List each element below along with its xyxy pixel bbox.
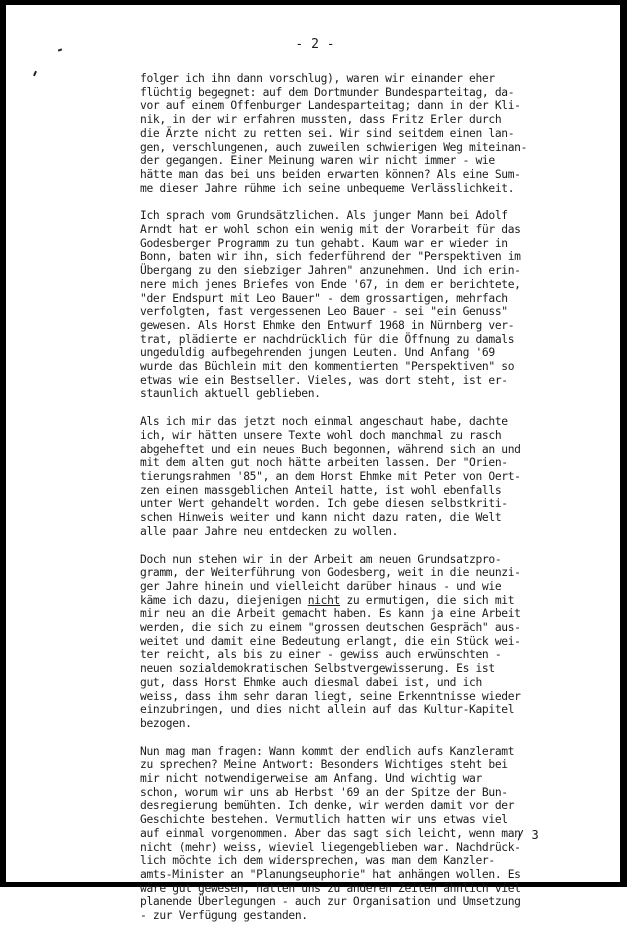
body-text xyxy=(140,72,580,937)
paragraph-3 xyxy=(140,415,580,538)
text-line: ter reicht, als bis zu einer - gewiss auch erwünschten - xyxy=(140,648,502,662)
text-line: Arndt hat er wohl schon ein wenig mit der Vorarbeit für das xyxy=(140,223,521,237)
text-line: tierungsrahmen '85", an dem Horst Ehmke mit Peter von Oert- xyxy=(140,469,521,483)
scan-border-right xyxy=(620,0,627,887)
text-line: Geschichte bestehen. Vermutlich hatten wir uns etwas viel xyxy=(140,813,508,827)
paragraph-4 xyxy=(140,553,580,731)
text-line: zen einen massgeblichen Anteil hatte, ist wohl ebenfalls xyxy=(140,483,502,497)
text-line xyxy=(140,594,580,608)
text-line: wäre gut gewesen, hätten uns zu anderen Zeiten ähnlich viel xyxy=(140,881,521,895)
text-line: weitet und damit eine Bedeutung erlangt, die ein Stück wei- xyxy=(140,634,521,648)
text-line: alle paar Jahre neu entdecken zu wollen. xyxy=(140,524,399,538)
text-line: Als ich mir das jetzt noch einmal angeschaut habe, dachte xyxy=(140,415,508,429)
text-line: Doch nun stehen wir in der Arbeit am neuen Grundsatzpro- xyxy=(140,552,502,566)
text-line: folger ich ihn dann vorschlug), waren wir einander eher xyxy=(140,72,495,85)
text-line: hätte man das bei uns beiden erwarten können? Als eine Sum- xyxy=(140,167,521,181)
text-line: ungeduldig aufbegehrenden jungen Leuten. Und Anfang '69 xyxy=(140,346,495,360)
text-line: Übergang zu den siebziger Jahren" anzunehmen. Und ich erin- xyxy=(140,264,521,278)
text-line: schen Hinweis weiter und kann nicht dazu raten, die Welt xyxy=(140,511,502,525)
underlined-word: nicht xyxy=(307,593,340,607)
text-line: amts-Minister an "Planungseuphorie" hat anhängen wollen. Es xyxy=(140,867,521,881)
text-fragment: käme ich dazu, diejenigen xyxy=(140,593,308,607)
text-line: zu sprechen? Meine Antwort: Besonders Wichtiges steht bei xyxy=(140,758,508,772)
text-line: gut, dass Horst Ehmke auch diesmal dabei ist, und ich xyxy=(140,675,482,689)
text-line: weiss, dass ihm sehr daran liegt, seine Erkenntnisse wieder xyxy=(140,689,521,703)
text-line: neuen sozialdemokratischen Selbstvergewisserung. Es ist xyxy=(140,662,495,676)
text-line: flüchtig begegnet: auf dem Dortmunder Bundesparteitag, da- xyxy=(140,85,515,99)
text-line: gramm, der Weiterführung von Godesberg, weit in die neunzi- xyxy=(140,566,521,580)
text-fragment: zu ermutigen, die sich mit xyxy=(340,593,515,607)
text-line: unter Wert gehandelt worden. Ich gebe diesen selbstkriti- xyxy=(140,497,508,511)
continuation-mark: / 3 xyxy=(517,828,539,842)
page-number: - 2 - xyxy=(295,37,335,52)
text-line: desregierung bemühten. Ich denke, wir werden damit vor der xyxy=(140,799,515,813)
text-line: verfolgten, fast vergessenen Leo Bauer - sei "ein Genuss" xyxy=(140,305,508,319)
paragraph-2 xyxy=(140,209,580,401)
text-line: mit dem alten gut noch hätte arbeiten lassen. Der "Orien- xyxy=(140,456,508,470)
text-line: planende Überlegungen - auch zur Organisation und Umsetzung xyxy=(140,895,521,909)
scan-border-top xyxy=(0,0,627,5)
text-line: Ich sprach vom Grundsätzlichen. Als junger Mann bei Adolf xyxy=(140,209,508,223)
text-line: einzubringen, und dies nicht allein auf das Kultur-Kapitel xyxy=(140,703,515,717)
scan-speck xyxy=(58,48,62,51)
text-line: werden, die sich zu einem "grossen deutschen Gespräch" aus- xyxy=(140,621,521,635)
text-line: ger Jahre hinein und vielleicht darüber hinaus - und wie xyxy=(140,579,502,593)
scan-speck xyxy=(33,71,37,76)
text-line: die Ärzte nicht zu retten sei. Wir sind seitdem einen lan- xyxy=(140,126,515,140)
text-line: mir nicht notwendigerweise am Anfang. Und wichtig war xyxy=(140,772,482,786)
text-line: wurde das Büchlein mit den kommentierten "Perspektiven" so xyxy=(140,360,515,374)
text-line: vor auf einem Offenburger Landesparteitag; dann in der Kli- xyxy=(140,99,521,113)
paragraph-5 xyxy=(140,745,580,923)
text-line: gen, verschlungenen, auch zuweilen schwierigen Weg miteinan- xyxy=(140,140,528,154)
text-line: "der Endspurt mit Leo Bauer" - dem grossartigen, mehrfach xyxy=(140,291,508,305)
text-line: me dieser Jahre rühme ich seine unbequeme Verlässlichkeit. xyxy=(140,181,515,195)
text-line: schon, worum wir uns ab Herbst '69 an der Spitze der Bun- xyxy=(140,785,508,799)
text-line: staunlich aktuell geblieben. xyxy=(140,387,321,401)
text-line: auf einmal vorgenommen. Aber das sagt sich leicht, wenn man xyxy=(140,826,521,840)
text-line: bezogen. xyxy=(140,716,192,730)
paragraph-1 xyxy=(140,72,580,195)
text-line: etwas wie ein Bestseller. Vieles, was dort steht, ist er- xyxy=(140,373,508,387)
text-line: nere mich jenes Briefes von Ende '67, in dem er berichtete, xyxy=(140,277,521,291)
text-line: ich, wir hätten unsere Texte wohl doch manchmal zu rasch xyxy=(140,428,502,442)
text-line: lich möchte ich dem widersprechen, was man dem Kanzler- xyxy=(140,854,495,868)
text-line: Bonn, baten wir ihn, sich federführend der "Perspektiven im xyxy=(140,250,521,264)
text-line: nicht (mehr) weiss, wieviel liegengeblieben war. Nachdrück- xyxy=(140,840,521,854)
scan-border-left xyxy=(0,0,6,887)
text-line: Nun mag man fragen: Wann kommt der endlich aufs Kanzleramt xyxy=(140,744,515,758)
text-line: der gegangen. Einer Meinung waren wir nicht immer - wie xyxy=(140,154,495,168)
text-line: mir neu an die Arbeit gemacht haben. Es kann ja eine Arbeit xyxy=(140,607,521,621)
text-line: Godesberger Programm zu tun gehabt. Kaum war er wieder in xyxy=(140,236,508,250)
text-line: nik, in der wir erfahren mussten, dass Fritz Erler durch xyxy=(140,113,502,127)
text-line: - zur Verfügung gestanden. xyxy=(140,909,308,923)
text-line: abgeheftet und ein neues Buch begonnen, während sich an und xyxy=(140,442,521,456)
text-line: trat, plädierte er nachdrücklich für die Öffnung zu damals xyxy=(140,332,515,346)
text-line: gewesen. Als Horst Ehmke den Entwurf 1968 in Nürnberg ver- xyxy=(140,318,515,332)
